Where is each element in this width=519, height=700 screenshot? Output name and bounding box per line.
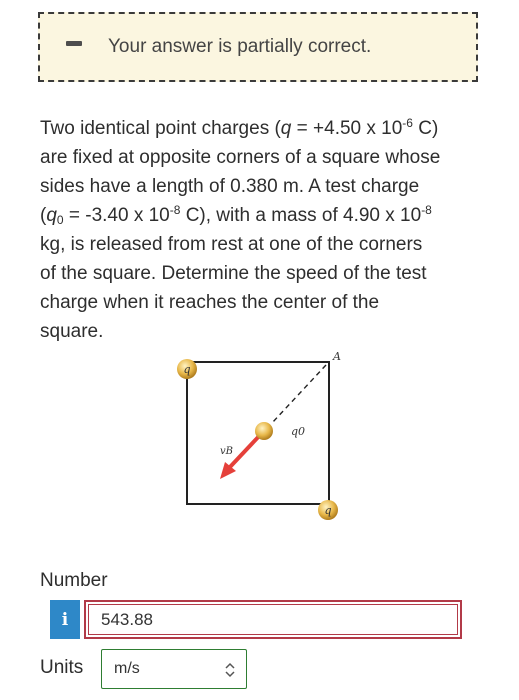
diagonal-path bbox=[272, 365, 326, 423]
minus-icon bbox=[66, 41, 82, 46]
units-select[interactable] bbox=[101, 649, 247, 689]
test-charge-label: q0 bbox=[291, 425, 306, 438]
result-banner bbox=[38, 12, 478, 82]
question-line-2: are fixed at opposite corners of a square whose bbox=[40, 147, 441, 168]
result-message: Your answer is partially correct. bbox=[108, 36, 372, 57]
question-line-8: square. bbox=[40, 321, 104, 342]
number-label: Number bbox=[40, 570, 108, 591]
square-charge-diagram bbox=[170, 345, 350, 525]
question-line-5: kg, is released from rest at one of the corners bbox=[40, 234, 423, 255]
question-line-6: of the square. Determine the speed of the test bbox=[40, 263, 427, 284]
charge-q-label-top: q bbox=[183, 363, 191, 376]
question-line-1: Two identical point charges (q = +4.50 x $10^{-6}$ C) bbox=[40, 116, 439, 139]
question-line-4: ($q_0 = -3.40$ x $10^{-8}$ C), with a mass of 4.90 x $10^{-8}$ bbox=[40, 203, 432, 227]
velocity-arrow bbox=[230, 433, 262, 467]
test-charge-q0 bbox=[255, 422, 273, 440]
question-text bbox=[40, 114, 485, 346]
velocity-label: vB bbox=[220, 446, 233, 457]
units-selected-value: m/s bbox=[114, 660, 140, 677]
info-button[interactable]: i bbox=[50, 600, 80, 639]
corner-a-label: A bbox=[333, 350, 341, 363]
answer-input[interactable] bbox=[88, 604, 458, 635]
charge-q-label-bottom: q bbox=[324, 504, 332, 517]
question-line-3: sides have a length of 0.380 m. A test charge bbox=[40, 176, 420, 197]
chevron-updown-icon bbox=[224, 662, 236, 678]
answer-field-frame bbox=[84, 600, 462, 639]
units-label: Units bbox=[40, 657, 84, 678]
question-line-7: charge when it reaches the center of the bbox=[40, 292, 380, 313]
